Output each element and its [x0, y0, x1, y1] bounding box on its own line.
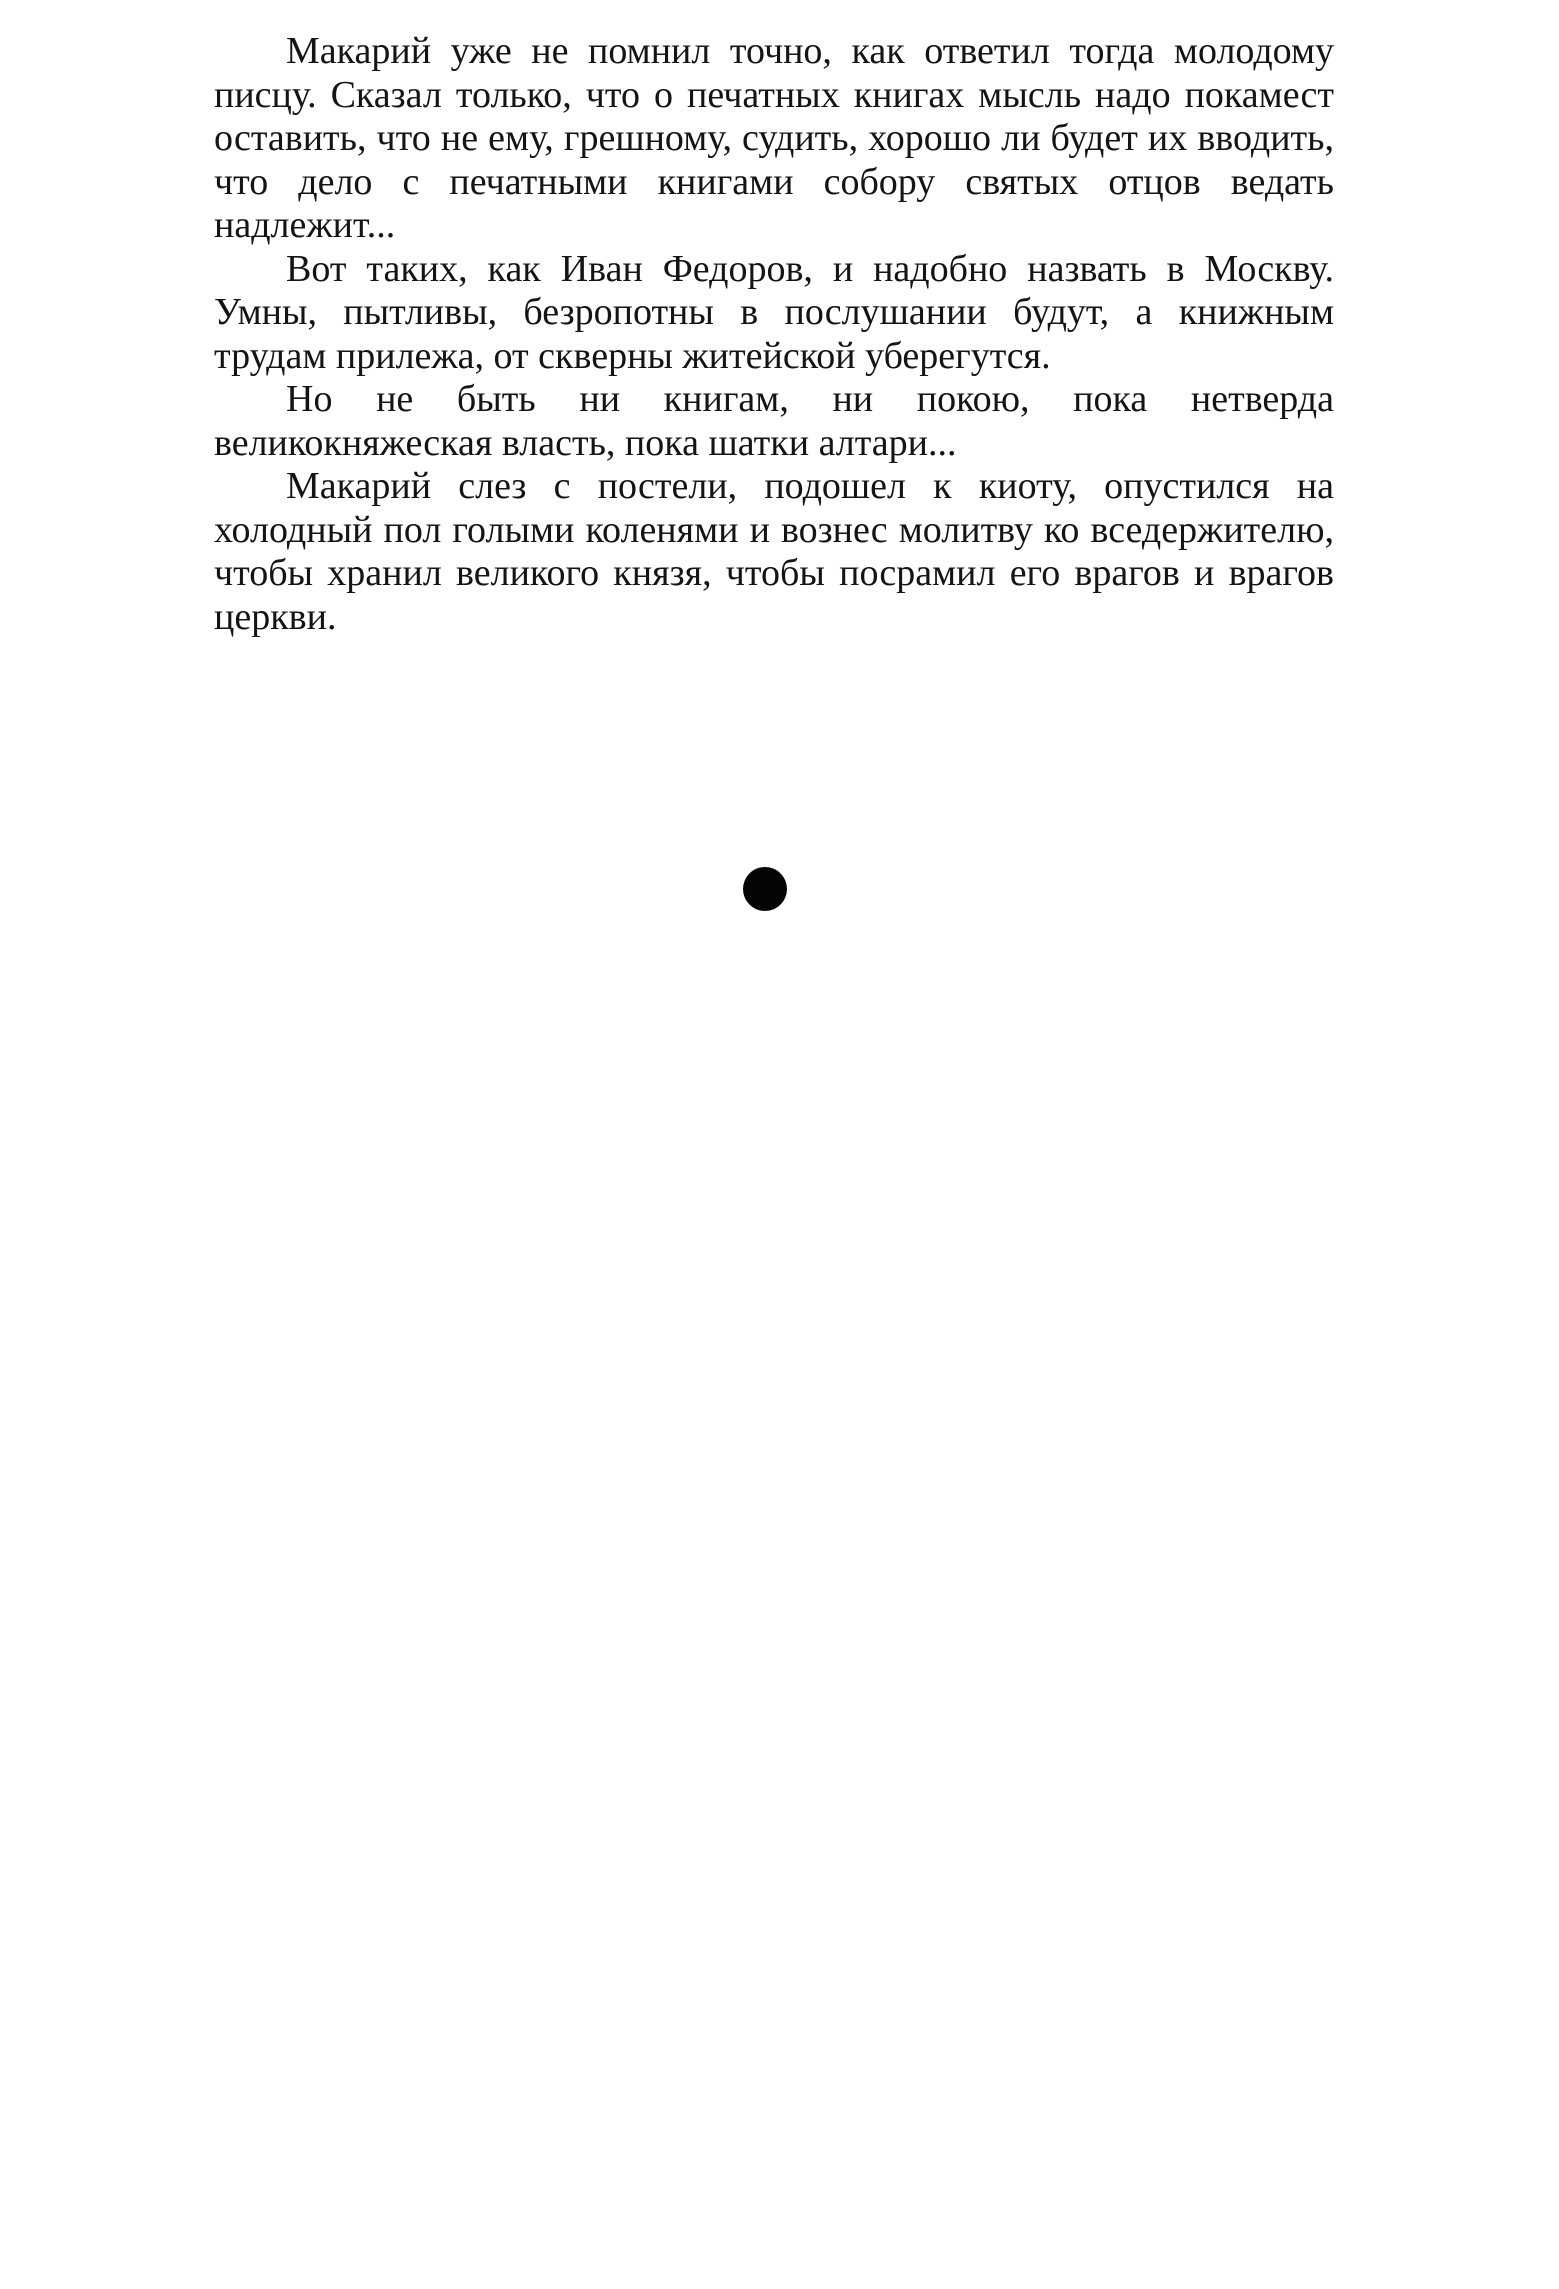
body-text: [214, 30, 1334, 639]
paragraph-1: Макарий уже не помнил точно, как ответил тогда молодому писцу. Сказал только, что о печатных книгах мысль надо покамест оставить, что не ему, грешному, судить, хорошо ли будет их вводить, что дело с печатными книгами собору святых отцов ведать надлежит...: [214, 30, 1334, 246]
paragraph-3: Но не быть ни книгам, ни покою, пока нетверда великокняжеская власть, пока шатки алтари...: [214, 378, 1334, 464]
filled-circle-icon: [743, 867, 787, 911]
paragraph-4: Макарий слез с постели, подошел к киоту, опустился на холодный пол голыми коленями и вознес молитву ко вседержителю, чтобы хранил великого князя, чтобы посрамил его врагов и врагов церкви.: [214, 465, 1334, 638]
paragraph-2: Вот таких, как Иван Федоров, и надобно назвать в Москву. Умны, пытливы, безропотны в послушании будут, а книжным трудам прилежа, от скверны житейской уберегутся.: [214, 247, 1334, 377]
